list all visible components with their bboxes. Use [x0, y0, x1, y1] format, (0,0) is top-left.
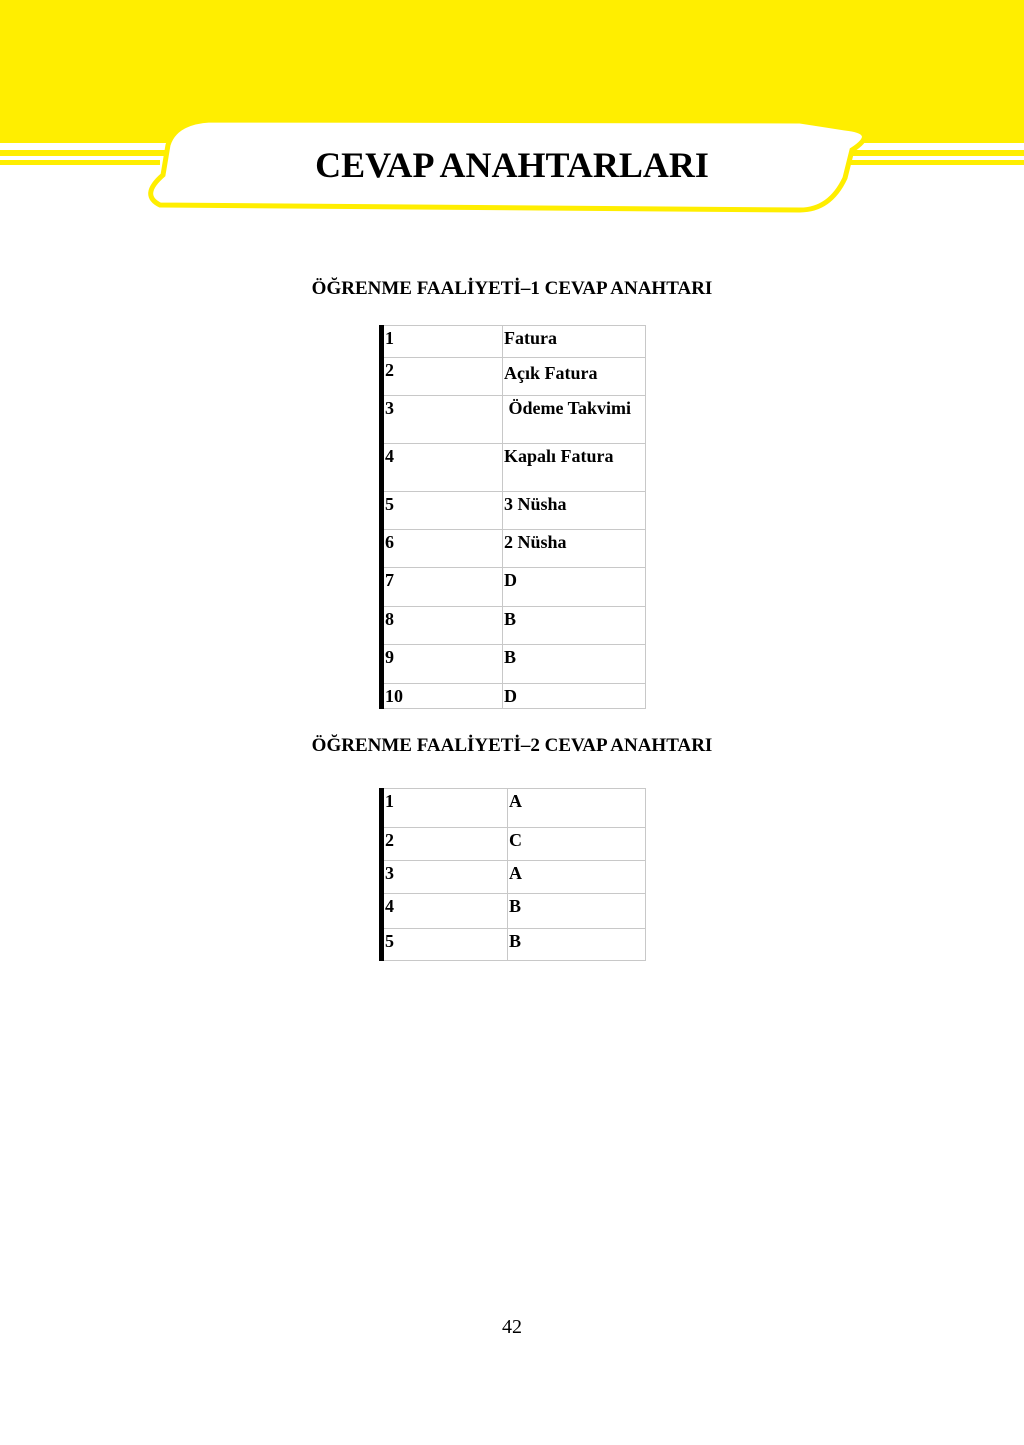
table-row	[382, 861, 646, 894]
answer-table-1	[379, 325, 646, 709]
answer-cell: A	[508, 861, 646, 894]
answer-cell: B	[508, 929, 646, 961]
answer-cell: A	[508, 789, 646, 828]
answer-cell: Açık Fatura	[503, 358, 646, 396]
question-number: 3	[382, 861, 508, 894]
section-title-2: ÖĞRENME FAALİYETİ–2 CEVAP ANAHTARI	[311, 735, 713, 756]
answer-cell: Fatura	[503, 326, 646, 358]
page-number: 42	[502, 1316, 522, 1338]
question-number: 1	[382, 326, 503, 358]
answer-cell: 3 Nüsha	[503, 492, 646, 530]
question-number: 4	[382, 444, 503, 492]
question-number: 7	[382, 568, 503, 607]
answer-cell: B	[503, 607, 646, 645]
table-row	[382, 894, 646, 929]
question-number: 2	[382, 828, 508, 861]
question-number: 1	[382, 789, 508, 828]
answer-cell: B	[503, 645, 646, 684]
table-row	[382, 645, 646, 684]
answer-table-2	[379, 788, 646, 961]
answer-cell: C	[508, 828, 646, 861]
question-number: 5	[382, 492, 503, 530]
question-number: 5	[382, 929, 508, 961]
question-number: 8	[382, 607, 503, 645]
question-number: 6	[382, 530, 503, 568]
question-number: 4	[382, 894, 508, 929]
page-title: CEVAP ANAHTARLARI	[315, 145, 709, 185]
answer-cell: Ödeme Takvimi	[503, 396, 646, 444]
table-row	[382, 568, 646, 607]
table-row	[382, 358, 646, 396]
table-row	[382, 789, 646, 828]
answer-cell: 2 Nüsha	[503, 530, 646, 568]
table-row	[382, 929, 646, 961]
header-banner	[0, 0, 1024, 230]
question-number: 2	[382, 358, 503, 396]
table-row	[382, 326, 646, 358]
table-row	[382, 444, 646, 492]
question-number: 3	[382, 396, 503, 444]
table-row	[382, 530, 646, 568]
question-number: 10	[382, 684, 503, 709]
table-row	[382, 684, 646, 709]
answer-cell: D	[503, 568, 646, 607]
answer-cell: Kapalı Fatura	[503, 444, 646, 492]
table-row	[382, 492, 646, 530]
question-number: 9	[382, 645, 503, 684]
table-row	[382, 607, 646, 645]
answer-cell: B	[508, 894, 646, 929]
answer-cell: D	[503, 684, 646, 709]
table-row	[382, 396, 646, 444]
section-title-1: ÖĞRENME FAALİYETİ–1 CEVAP ANAHTARI	[311, 278, 713, 299]
table-row	[382, 828, 646, 861]
